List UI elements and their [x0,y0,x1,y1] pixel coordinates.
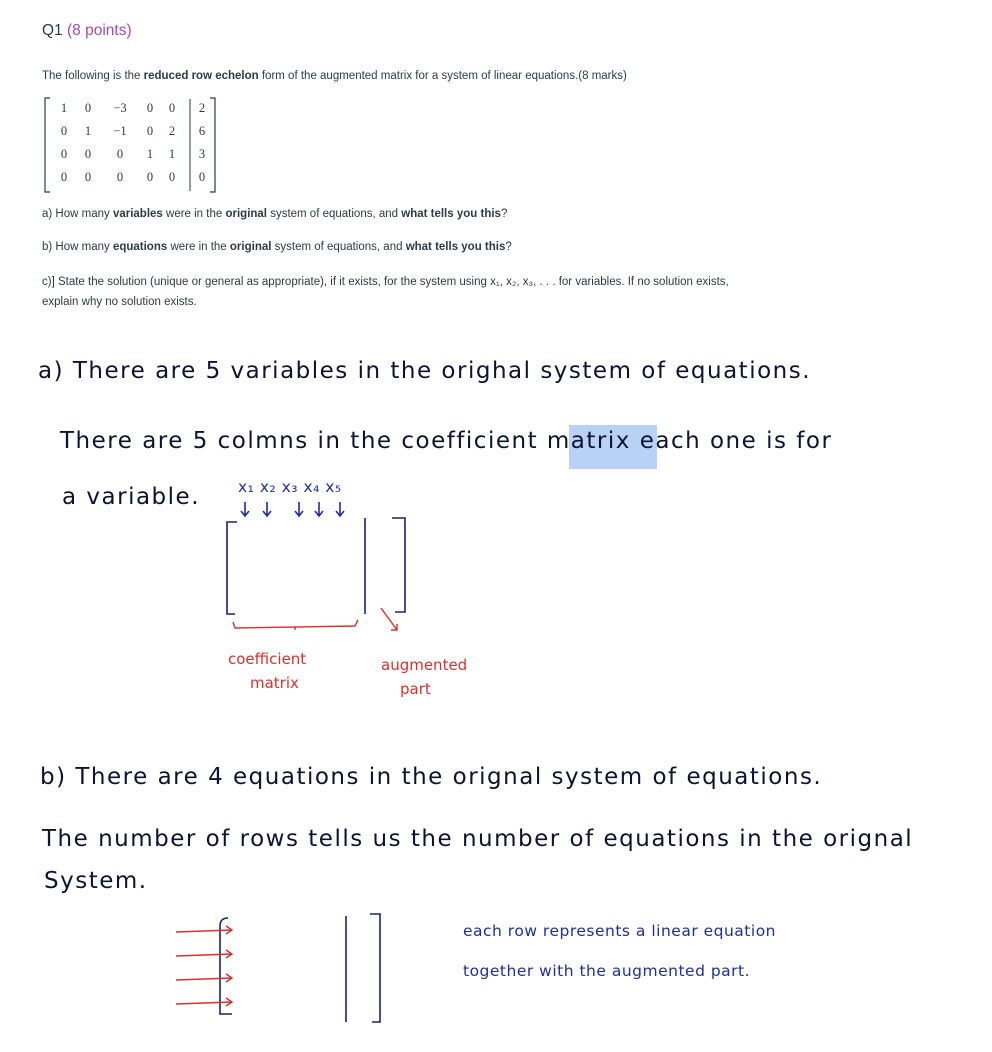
matrix-cell: −1 [113,124,127,138]
answer-a-line-3: a variable. [62,484,201,510]
part-b-text: were in the [167,241,230,253]
matrix-cell: 0 [60,124,68,138]
matrix-cell: 1 [84,124,92,138]
part-b-prompt [42,237,512,257]
highlighted-word: matrix [546,428,631,454]
matrix-cell: 0 [116,170,124,184]
augmented-label-1: augmented [381,656,468,674]
matrix-cell: 6 [198,124,206,138]
answer-a-line-2 [60,428,832,454]
intro-bold: reduced row echelon [143,70,259,82]
matrix-cell: 0 [168,170,176,184]
part-a-prompt [42,204,507,224]
part-a-bold: what tells you this [401,208,501,220]
augmented-label-2: part [400,680,431,698]
matrix-cell: 1 [146,147,154,161]
matrix-cell: 2 [168,124,176,138]
matrix-cell: 0 [60,147,68,161]
matrix-cell: 0 [198,170,206,184]
matrix-sketch-a [215,496,415,636]
matrix-cell: 0 [146,124,154,138]
augmented-matrix [42,96,220,195]
answer-b-line-1: b) There are 4 equations in the orignal system of equations. [40,764,823,790]
variable-labels: x₁ x₂ x₃ x₄ x₅ [238,478,342,496]
coefficient-label-1: coefficient [228,650,307,668]
matrix-cell: 0 [146,101,154,115]
part-a-text: ? [500,208,508,220]
part-c-prompt [42,272,729,312]
part-b-text: system of equations, and [271,241,406,253]
part-c-line-1: c)] State the solution (unique or general as appropriate), if it exists, for the system using x₁, x₂, x₃, . . . for variables. If no solution exists, [42,276,729,288]
answer-b-line-3: System. [44,868,148,894]
matrix-cell: 0 [84,147,92,161]
row-note-2: together with the augmented part. [463,962,751,980]
matrix-sketch-b [170,910,400,1030]
matrix-cell: 0 [60,170,68,184]
matrix-cell: 0 [168,101,176,115]
matrix-cell: −3 [113,101,127,115]
part-a-text: were in the [162,208,226,220]
part-a-bold: original [225,208,267,220]
part-b-bold: original [229,241,272,253]
answer-a-line-1: a) There are 5 variables in the orighal system of equations. [38,358,812,384]
answer-b-line-2: The number of rows tells us the number of equations in the orignal [42,826,914,852]
part-b-text: b) How many [42,241,113,253]
matrix-cell: 0 [146,170,154,184]
matrix-cell: 3 [198,147,206,161]
arrow-down-icons [241,502,344,516]
matrix-cell: 1 [60,101,68,115]
intro-text-end: form of the augmented matrix for a system of linear equations.(8 marks) [258,70,627,82]
matrix-cell: 0 [116,147,124,161]
question-label: Q1 [42,22,63,39]
question-points: (8 points) [67,22,132,39]
answer-a-line-2-end: each one is for [630,428,833,454]
matrix-cell: 0 [84,101,92,115]
coefficient-label-2: matrix [250,674,299,692]
matrix-cell: 0 [84,170,92,184]
part-a-text: system of equations, and [267,208,402,220]
part-b-bold: what tells you this [405,241,506,253]
part-b-bold: equations [112,241,168,253]
question-intro [42,66,627,86]
part-a-bold: variables [112,208,163,220]
answer-a-line-2-text: There are 5 colmns in the coefficient [60,428,547,454]
row-note-1: each row represents a linear equation [463,922,776,940]
row-arrow-icons [176,926,232,1006]
part-b-text: ? [505,241,512,253]
intro-text: The following is the [42,70,144,82]
part-c-line-2: explain why no solution exists. [42,296,197,308]
question-title [42,22,132,40]
matrix-cell: 2 [198,101,206,115]
part-a-text: a) How many [42,208,113,220]
matrix-cell: 1 [168,147,176,161]
